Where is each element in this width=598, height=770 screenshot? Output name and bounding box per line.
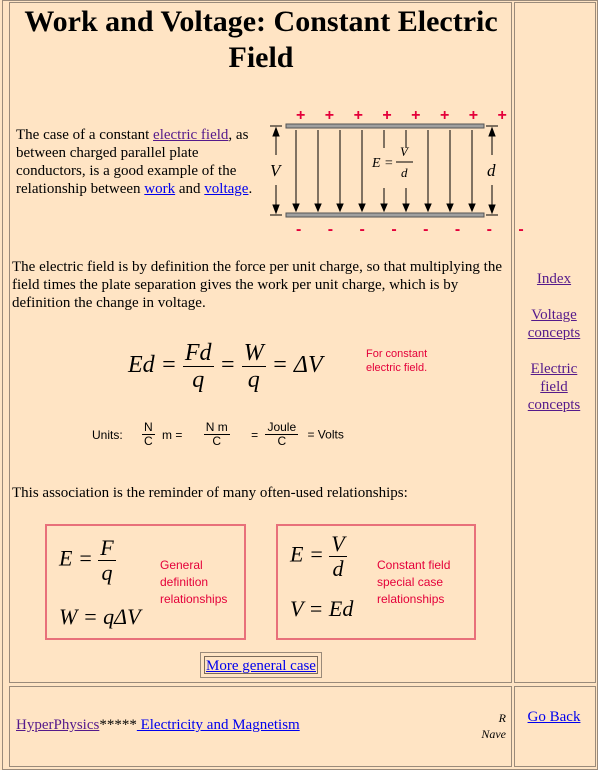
capacitor-diagram	[260, 100, 535, 240]
bottom-plate	[286, 213, 484, 217]
minus-charges: - - - - - - - -	[296, 221, 535, 238]
special-e-equation: E = $\frac{V}{d}$	[290, 531, 345, 582]
top-plate	[286, 124, 484, 128]
more-general-case-button[interactable]	[200, 652, 322, 678]
author-credit: R Nave	[481, 711, 506, 741]
general-relationships-box	[45, 524, 246, 640]
units-frac-nm-c: $\frac{\text{N m}}{C}$	[205, 420, 228, 449]
fraction-fd-q: $\frac{Fd}{q}$	[184, 339, 212, 393]
constant-field-note: For constant electric field.	[366, 348, 428, 374]
main-equation: Ed = $\frac{Fd}{q}$ = $\frac{W}{q}$ = ΔV	[128, 339, 323, 393]
general-w-equation: W = qΔV	[59, 604, 141, 629]
intro-text-3: and	[175, 181, 201, 197]
sidebar-voltage-link[interactable]: Voltage concepts	[527, 307, 581, 341]
footer-stars: *****	[99, 717, 137, 733]
intro-paragraph	[16, 126, 256, 198]
footer-right-cell	[514, 686, 596, 767]
intro-text-1: The case of a constant	[16, 127, 154, 143]
special-case-box	[276, 524, 476, 640]
label-V: V	[270, 161, 281, 180]
voltage-link[interactable]: voltage	[204, 181, 249, 197]
diagram-formula-lhs: E =	[372, 156, 394, 171]
general-e-equation: E = $\frac{F}{q}$	[59, 535, 114, 586]
fraction-w-q: $\frac{W}{q}$	[243, 339, 264, 393]
main-eq-rhs: = ΔV	[271, 352, 323, 378]
page-title: Work and Voltage: Constant Electric Field	[24, 5, 498, 74]
diagram-formula-num: V	[400, 144, 408, 159]
intro-text-4: .	[248, 181, 253, 197]
hyperphysics-link[interactable]: HyperPhysics	[16, 717, 100, 733]
electric-field-link[interactable]: electric field	[153, 127, 229, 143]
units-label: Units:	[92, 427, 123, 442]
main-eq-lhs: Ed =	[128, 352, 177, 378]
footer-nav	[16, 716, 300, 734]
diagram-formula-den: d	[401, 165, 408, 180]
definition-paragraph: The electric field is by definition the force per unit charge, so that multiplying the field times the plate separation gives the work per unit charge, which is by definition the change in voltage.	[12, 259, 502, 311]
sidebar-index-link[interactable]: Index	[536, 271, 572, 287]
sidebar-cell	[514, 2, 596, 683]
plus-charges: + + + + + + + +	[296, 107, 515, 124]
general-note: General definition relationships	[160, 558, 228, 606]
sidebar-field-link[interactable]: Electric field concepts	[527, 361, 581, 413]
units-frac-joule-c: $\frac{\text{Joule}}{C}$	[267, 420, 297, 449]
more-general-case-link[interactable]: More general case	[206, 658, 316, 674]
label-d: d	[487, 161, 496, 180]
work-link[interactable]: work	[144, 181, 176, 197]
special-note: Constant field special case relationships	[377, 558, 451, 606]
units-line: Units: $\frac{N}{C}$ m = $\frac{\text{N m}}{C}$ = $\frac{\text{Joule}}{C}$ = Volts	[92, 420, 344, 449]
units-frac-n-c: $\frac{N}{C}$	[144, 420, 153, 449]
special-v-equation: V = Ed	[290, 596, 354, 621]
go-back-link[interactable]: Go Back	[527, 709, 581, 725]
intro-text-2: , as between charged parallel plate conductors, is a good example of the relationship between	[16, 127, 249, 197]
association-paragraph: This association is the reminder of many often-used relationships:	[12, 485, 408, 501]
electricity-magnetism-link[interactable]: Electricity and Magnetism	[136, 717, 300, 733]
